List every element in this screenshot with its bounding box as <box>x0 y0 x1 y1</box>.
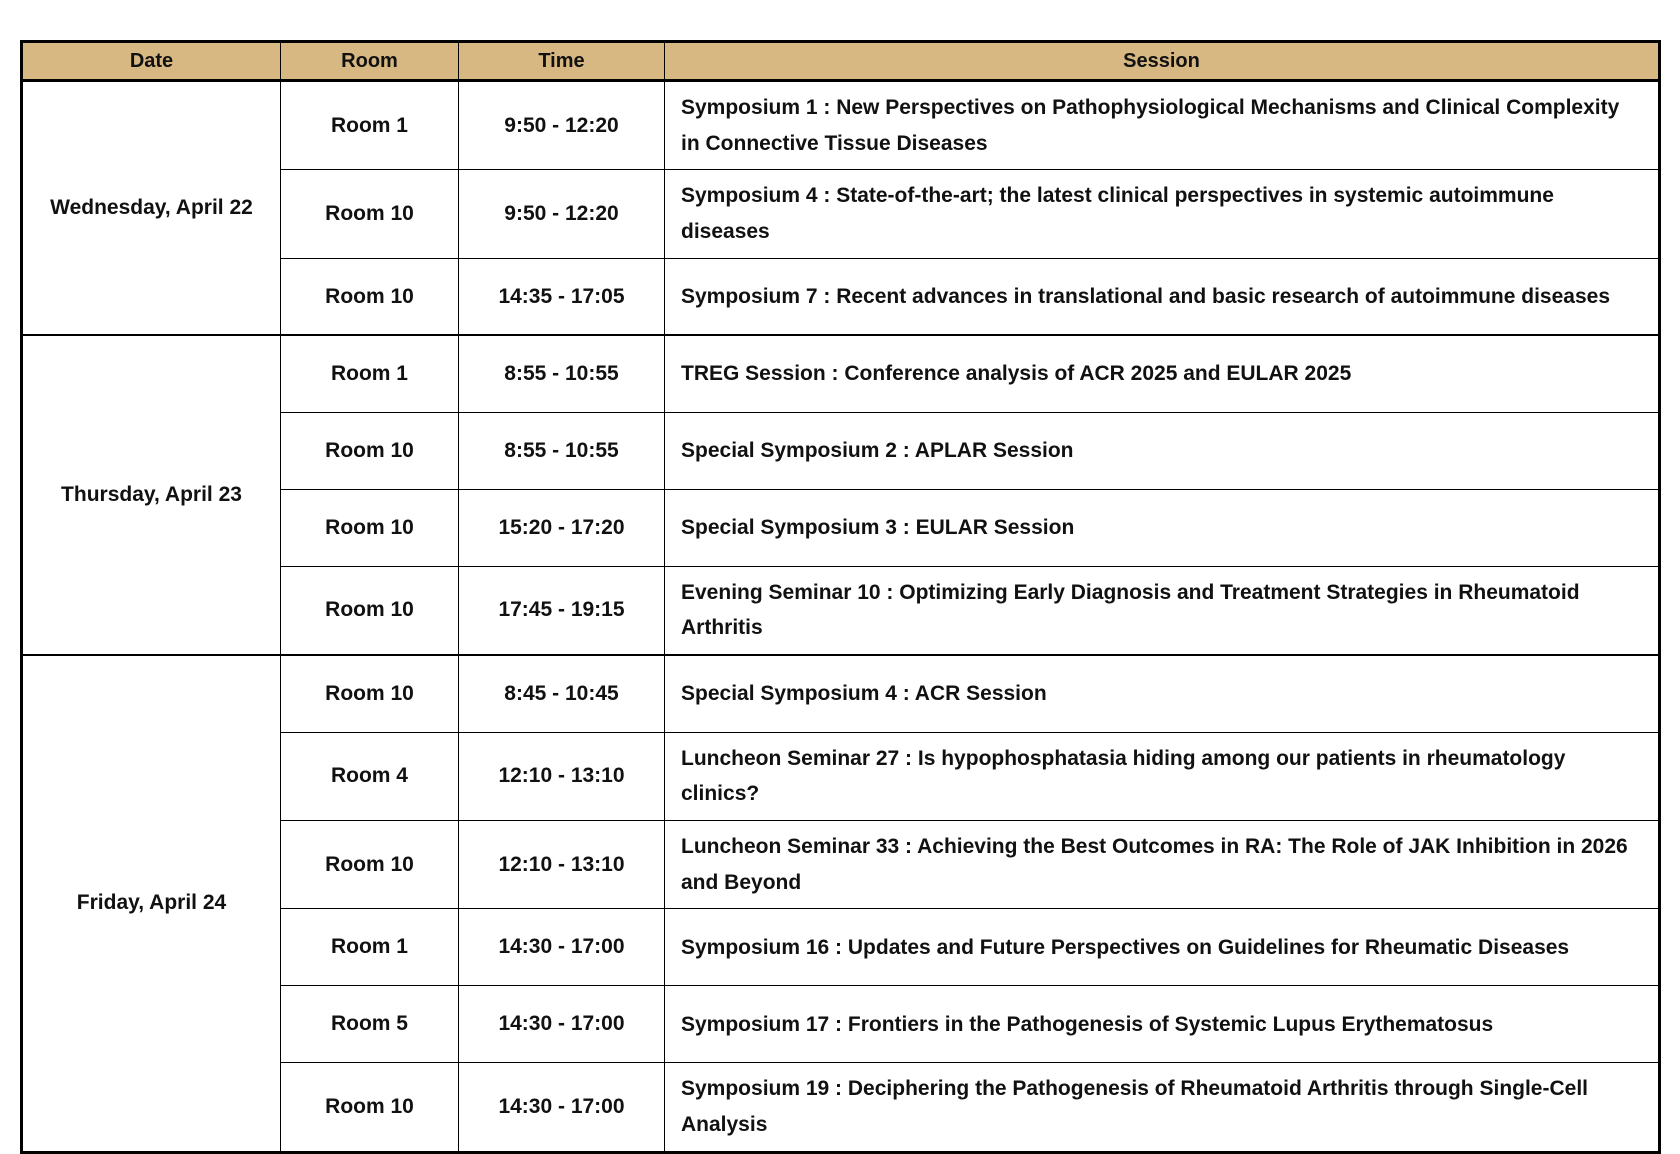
room-cell: Room 10 <box>281 489 459 566</box>
header-row <box>22 42 1660 81</box>
room-cell: Room 5 <box>281 986 459 1063</box>
room-cell: Room 1 <box>281 81 459 170</box>
room-cell: Room 10 <box>281 412 459 489</box>
session-cell: Symposium 17 : Frontiers in the Pathogenesis of Systemic Lupus Erythematosus <box>665 986 1660 1063</box>
time-cell: 15:20 - 17:20 <box>459 489 665 566</box>
date-cell: Thursday, April 23 <box>22 335 281 655</box>
room-cell: Room 4 <box>281 732 459 820</box>
time-cell: 14:30 - 17:00 <box>459 1063 665 1152</box>
session-cell: Evening Seminar 10 : Optimizing Early Diagnosis and Treatment Strategies in Rheumatoid Arthritis <box>665 566 1660 655</box>
session-cell: Luncheon Seminar 27 : Is hypophosphatasia hiding among our patients in rheumatology clinics? <box>665 732 1660 820</box>
session-cell: Special Symposium 3 : EULAR Session <box>665 489 1660 566</box>
column-header-time: Time <box>459 42 665 81</box>
schedule-table <box>20 40 1661 1154</box>
room-cell: Room 1 <box>281 335 459 412</box>
time-cell: 14:35 - 17:05 <box>459 258 665 335</box>
room-cell: Room 10 <box>281 258 459 335</box>
session-cell: Symposium 16 : Updates and Future Perspectives on Guidelines for Rheumatic Diseases <box>665 909 1660 986</box>
session-cell: Symposium 4 : State-of-the-art; the latest clinical perspectives in systemic autoimmune diseases <box>665 170 1660 258</box>
session-cell: Symposium 7 : Recent advances in translational and basic research of autoimmune diseases <box>665 258 1660 335</box>
time-cell: 8:55 - 10:55 <box>459 412 665 489</box>
time-cell: 14:30 - 17:00 <box>459 986 665 1063</box>
time-cell: 12:10 - 13:10 <box>459 732 665 820</box>
room-cell: Room 10 <box>281 821 459 909</box>
time-cell: 9:50 - 12:20 <box>459 170 665 258</box>
room-cell: Room 10 <box>281 1063 459 1152</box>
room-cell: Room 10 <box>281 566 459 655</box>
table-row <box>22 655 1660 732</box>
time-cell: 8:55 - 10:55 <box>459 335 665 412</box>
table-row <box>22 81 1660 170</box>
date-cell: Wednesday, April 22 <box>22 81 281 336</box>
column-header-session: Session <box>665 42 1660 81</box>
time-cell: 14:30 - 17:00 <box>459 909 665 986</box>
room-cell: Room 10 <box>281 655 459 732</box>
time-cell: 8:45 - 10:45 <box>459 655 665 732</box>
time-cell: 12:10 - 13:10 <box>459 821 665 909</box>
time-cell: 9:50 - 12:20 <box>459 81 665 170</box>
session-cell: Symposium 1 : New Perspectives on Pathophysiological Mechanisms and Clinical Complexity in Connective Tissue Diseases <box>665 81 1660 170</box>
session-cell: Special Symposium 2 : APLAR Session <box>665 412 1660 489</box>
time-cell: 17:45 - 19:15 <box>459 566 665 655</box>
room-cell: Room 10 <box>281 170 459 258</box>
room-cell: Room 1 <box>281 909 459 986</box>
column-header-date: Date <box>22 42 281 81</box>
table-header <box>22 42 1660 81</box>
session-cell: Luncheon Seminar 33 : Achieving the Best Outcomes in RA: The Role of JAK Inhibition in 2026 and Beyond <box>665 821 1660 909</box>
column-header-room: Room <box>281 42 459 81</box>
session-cell: TREG Session : Conference analysis of ACR 2025 and EULAR 2025 <box>665 335 1660 412</box>
date-cell: Friday, April 24 <box>22 655 281 1152</box>
table-row <box>22 335 1660 412</box>
table-body <box>22 81 1660 1153</box>
session-cell: Symposium 19 : Deciphering the Pathogenesis of Rheumatoid Arthritis through Single-Cell Analysis <box>665 1063 1660 1152</box>
session-cell: Special Symposium 4 : ACR Session <box>665 655 1660 732</box>
